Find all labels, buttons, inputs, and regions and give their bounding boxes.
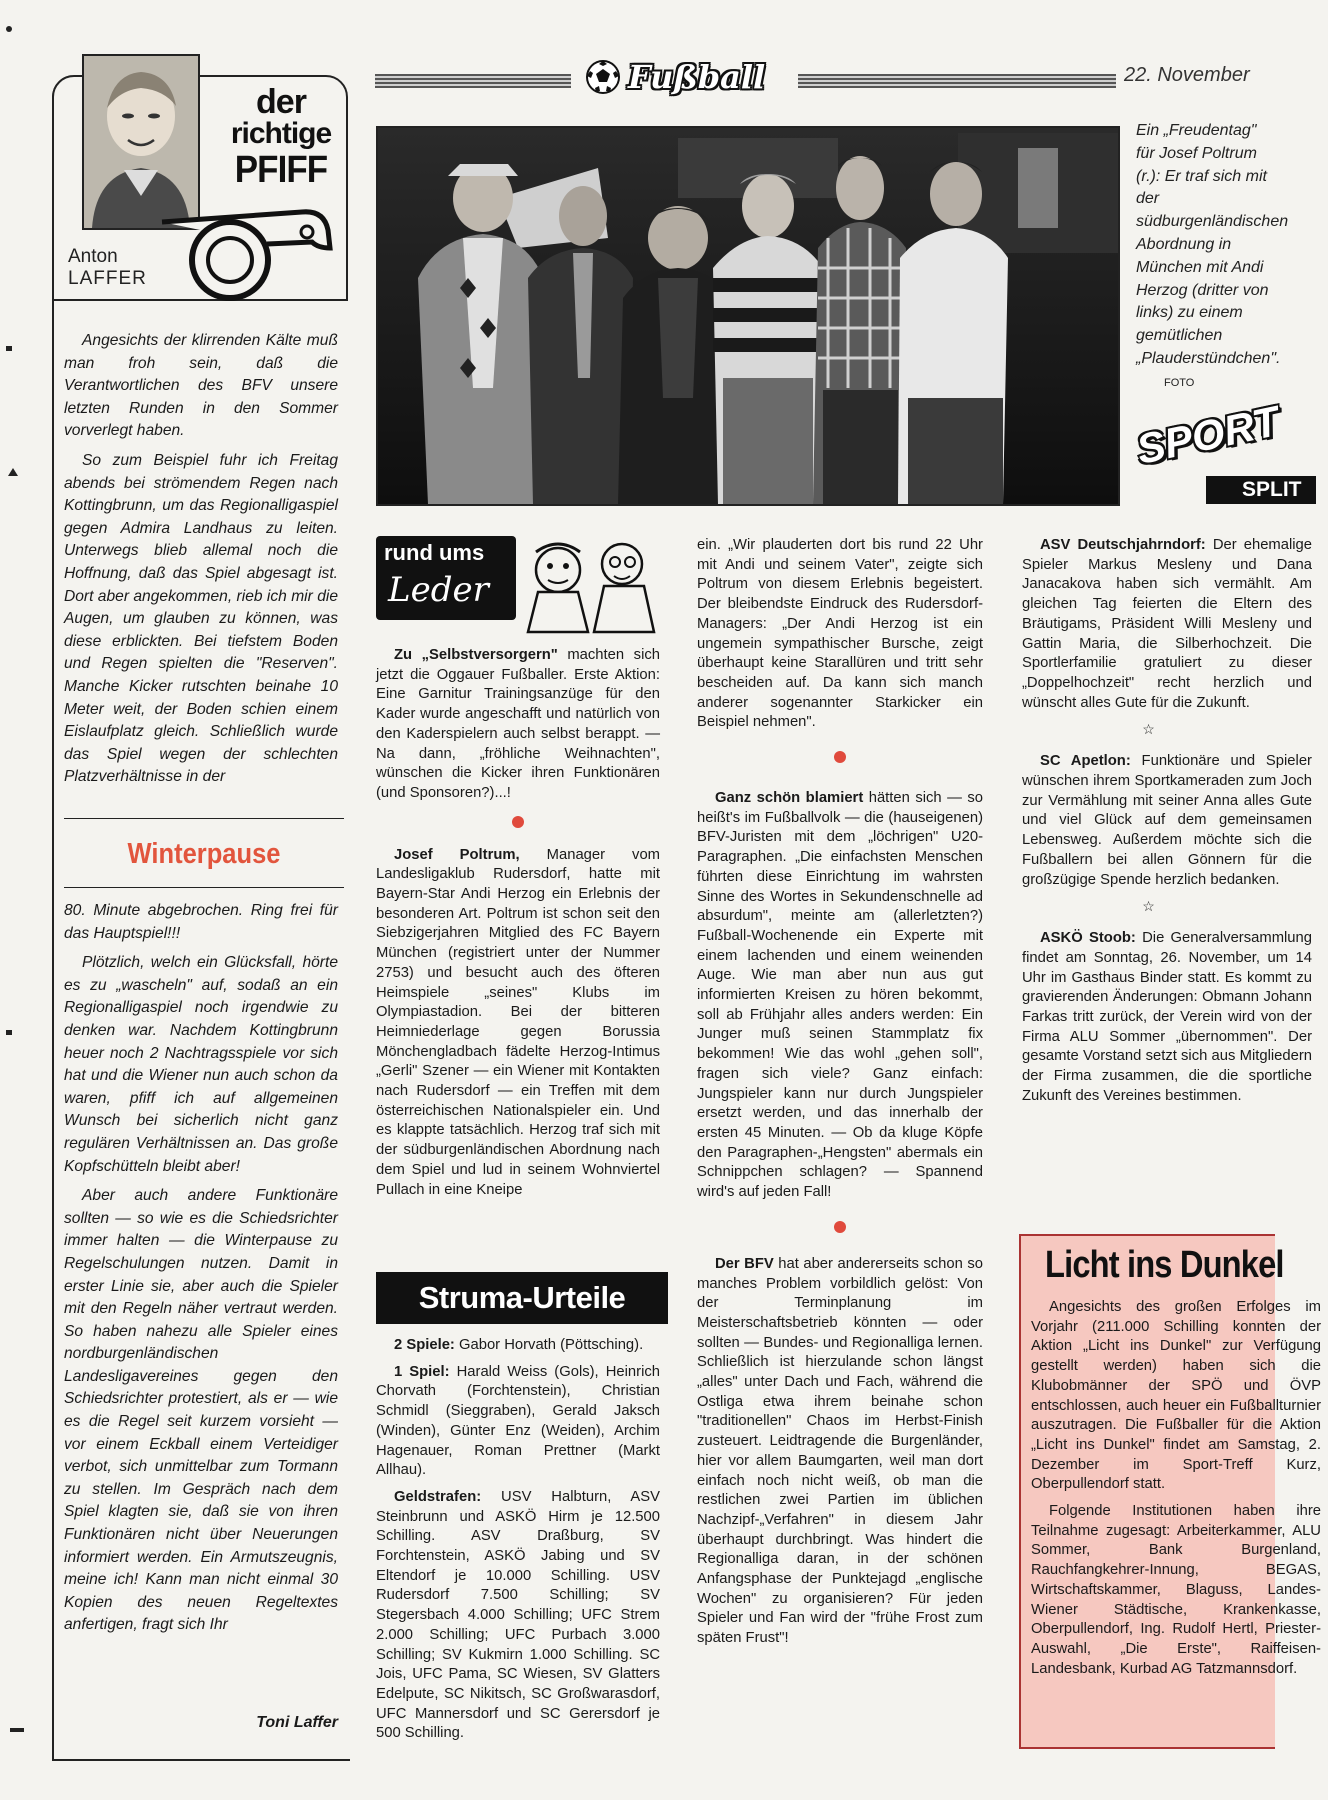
whistle-icon <box>152 192 342 302</box>
struma-paragraph: 2 Spiele: Gabor Horvath (Pöttsching). <box>394 1337 644 1353</box>
column-paragraph: Angesichts der klirrenden Kälte muß man froh sein, daß die Verantwortlichen des BFV unsere letzten Runden in den Sommer vorverlegt haben. <box>64 332 338 440</box>
photo-caption: Ein „Freudentag" für Josef Poltrum (r.): Er traf sich mit der südburgenländischen Abordnung in München mit Andi Herzog (dritter von links) zu einem gemütlichen „Plauderstündchen". FOTO <box>1136 122 1289 389</box>
football-icon <box>585 59 621 95</box>
article-paragraph: Josef Poltrum, Manager vom Landesligaklub Rudersdorf, hatte mit Bayern-Star Andi Herzog ein Erlebnis der besonderen Art. Poltrum ist schon seit den Siebzigerjahren Mitglied des FC Bayern München (registriert unter der Nummer 2753) und besucht auch des öfteren Heimspiele „seines" Klubs im Olympiastadion. Bei der bitteren Heimniederlage gegen Borussia Mönchengladbach fädelte Herzog-Intimus „Gerli" Szener — ein Wiener mit Kontakten nach Rudersdorf — ein Treffen mit dem österreichischen Nationalspieler ein. Und es klappte tatsächlich. Herzog traf sich mit der südburgenländischen Abordnung nach dem Spiel und lud in seinem Wohnviertel Pullach in eine Kneipe <box>376 846 661 1198</box>
split-paragraph: ASV Deutschjahrndorf: Der ehemalige Spieler Markus Mesleny und Dana Janacakova haben sich vermählt. Am gleichen Tag feierten die Eltern des Bräutigams, Präsident Willi Mesleny und Gattin Maria, die Silberhochzeit. Die Sportlerfamilie gratuliert zu dieser „Doppelhochzeit" recht herzlich und wünscht alles Gute für die Zukunft. <box>1022 537 1313 711</box>
scan-mark <box>10 1728 24 1732</box>
struma-paragraph: Geldstrafen: USV Halbturn, ASV Steinbrunn und ASKÖ Hirm je 12.500 Schilling. ASV Draßburg, SV Forchtenstein, ASKÖ Jabing und SV Eltendorf je 10.000 Schilling. USV Rudersdorf 7.500 Schilling; SV Stegersbach 4.000 Schilling; UFC Strem 2.000 Schilling; UFC Purbach 3.000 Schilling; SV Kukmirn 1.000 Schilling. SC Jois, UFC Pama, SC Wiesen, SV Glatters Edelpute, SC Nikitsch, SC Großwarasdorf, UFC Mannersdorf und SC Gerersdorf je 500 Schilling. <box>376 1488 660 1742</box>
licht-title: Licht ins Dunkel <box>1045 1244 1284 1286</box>
header-rule-left <box>375 74 571 88</box>
article-paragraph: Zu „Selbstversorgern" machten sich jetzt die Oggauer Fußballer. Erste Aktion: Eine Garnitur Trainingsanzüge für den Kader wurde angeschafft und natürlich von den Kaderspielern auch selbst berappt. — Na dann, „fröhliche Weihnachten", wünschen die Kicker ihren Funktionären (und Sponsoren?)...! <box>376 647 660 801</box>
split-paragraph: SC Apetlon: Funktionäre und Spieler wünschen ihrem Sportkameraden zum Joch zur Vermählung mit seiner Anna alles Gute und viel Glück auf dem gemeinsamen Lebensweg. Außerdem möchte sich die Fußballern bei allen Gönnern für die großzügige Spende herzlich bedanken. <box>1022 753 1312 888</box>
scan-mark <box>6 26 12 32</box>
section-title: Fußball <box>628 58 766 96</box>
article-paragraph: Der BFV hat aber andererseits schon so manches Problem vorbildlich gelöst: Von der Terminplanung im Meisterschaftsbetrieb könnten — oder sollten — Bundes- und Regionalliga lernen. Schließlich ist hierzulande schon längst „alles" unter Dach und Fach, während die Ostliga etwa ihrem beinahe schon "traditionellen" Chaos im Herbst-Finish zusteuert. Leidtragende die Burgenländer, hier vor allem Baumgarten, weil man dort einfach noch nicht weiß, ob man die restlichen zwei Partien im üblichen Nachzipf-„Verfahren" in diesem Jahr überhaupt durchbringt. Was hindert die Regionalliga daran, in der schönen Anfangsphase der Punktejagd „englische Wochen" zu organisieren? Für jeden Spieler und Fan wird der "frühe Frost zum späten Frust"! <box>697 1255 984 1647</box>
label-logo: rund ums Leder <box>376 536 662 632</box>
bullet-separator <box>834 751 846 763</box>
scan-mark <box>6 346 12 351</box>
column-title: der richtige PFIFF <box>230 83 332 191</box>
headline-rule-top <box>64 818 344 819</box>
licht-paragraph: Angesichts des großen Erfolges im Vorjahr (211.000 Schilling konnten der Aktion „Licht ins Dunkel" zur Verfügung gestellt werden) haben sich die Klubobmänner der SPÖ und ÖVP entschlossen, auch heuer ein Fußballturnier auszutragen. Die Fußballer für die Aktion „Licht ins Dunkel" findet am Samstag, 2. Dezember im Sport-Treff Kurz, Oberpullendorf statt. <box>1031 1299 1321 1493</box>
column-headline: Winterpause <box>127 838 281 870</box>
split-paragraph: ASKÖ Stoob: Die Generalversammlung findet am Sonntag, 26. November, um 14 Uhr im Gasthaus Binder statt. Es kommt zu gravierenden Änderungen: Obmann Johann Farkas tritt zurück, der Verein wird von der Firma ALU Sommer „übernommen". Der gesamte Vorstand setzt sich aus Mitgliedern der Firma zusammen, die die sportliche Zukunft des Vereines bestimmen. <box>1022 930 1312 1104</box>
header-date: 22. November <box>1124 64 1250 86</box>
author-name: Anton LAFFER <box>68 246 147 289</box>
team-photo <box>376 126 1120 506</box>
struma-title: Struma-Urteile <box>376 1272 668 1324</box>
licht-box <box>1019 1234 1321 1749</box>
star-separator: ☆ <box>1142 898 1155 915</box>
struma-paragraph: 1 Spiel: Harald Weiss (Gols), Heinrich Chorvath (Forchtenstein), Christian Schmidl (Sieggraben), Gerald Jaksch (Winden), Günter Enz (Weiden), Archim Hagenauer, Roman Prettner (Markt Allhau). <box>376 1363 660 1479</box>
headline-rule-bottom <box>64 887 344 888</box>
mid-col2-text <box>697 536 983 1656</box>
column-paragraph: Plötzlich, welch ein Glücksfall, hörte es zu „wascheln" auf, sodaß an ein Regionalligaspiel noch irgendwie zu denken war. Nachdem Kottingbrunn heuer noch 2 Nachtragsspiele vor sich hat und die Wiener nun auch schon da waren, pfiff ich auf allgemeinen Wunsch bei sicherlich nicht ganz regulären Verhältnissen an. Das große Kopfschütteln bleibt aber! <box>64 954 338 1175</box>
licht-paragraph: Folgende Institutionen haben ihre Teilnahme zugesagt: Arbeiterkammer, ALU Sommer, Bank Burgenland, Rauchfangkehrer-Innung, BEGAS, Wirtschaftskammer, Blaguss, Landes-Wiener Städtische, Krankenkasse, Oberpullendorf, Ing. Rudolf Hertl, Priester-Auswahl, „Die Erste", Raiffeisen-Landesbank, Kurbad AG Tatzmannsdorf. <box>1031 1503 1321 1677</box>
struma-text <box>376 1336 660 1751</box>
star-separator: ☆ <box>1142 721 1155 738</box>
article-paragraph: ein. „Wir plauderten dort bis rund 22 Uhr mit Andi und seinem Vater", zeigte sich Poltrum von diesem Erlebnis begeistert. Der bleibendste Eindruck des Rudersdorf-Managers: „Der Andi Herzog ist ein ungemein sympathischer Bursche, zeigt überhaupt keine Starallüren und tritt sehr bescheiden auf. Da kann sich manch anderer sogenannter Starkicker ein Beispiel nehmen". <box>697 537 983 731</box>
article-paragraph: Ganz schön blamiert hätten sich — so heißt's im Fußballvolk — die (hauseigenen) BFV-Juristen mit dem „löchrigen" U20-Paragraphen. „Die einfachsten Menschen führten diese Einrichtung im wahrsten Sinne des Wortes in Sekundenschnelle ad absurdum", meinte am (allerletzten?) Fußball-Wochenende ein Experte mit einem lachenden und einem weinenden Auge. Wie man aber nun aus gut informierten Kreisen zu hören bekommt, soll ab Frühjahr alles anders werden: Ein Junger muß seinen Stammplatz fix bekommen! Wie das wohl „gehen soll", fragen sich viele? Ganz einfach: Jungspieler kann nur durch Jungspieler ersetzt werden, und das innerhalb der ersten 45 Minuten. — Ob da kluge Köpfe den Paragraphen-„Hengsten" abermals ein Schnippchen schlagen? — Spannend wird's auf jeden Fall! <box>697 790 983 1201</box>
header-rule-right <box>798 74 1116 88</box>
column-paragraph: So zum Beispiel fuhr ich Freitag abends bei strömendem Regen nach Kottingbrunn, um das Regionalligaspiel gegen Admira Landhaus zu leiten. Unterwegs blieb allemal noch die Hoffnung, daß das Spiel abgesagt ist. Dort aber angekommen, rieb ich mir die Augen, um glauben zu können, was diese erblickten. Bei tiefstem Boden und Regen spielten die "Reserven". Manche Kicker rutschten beinahe 10 Meter weit, der Boden schien einem Eislaufplatz gleich. Schließlich wurde das Spiel wegen der schlechten Platzverhältnisse in der <box>64 451 338 786</box>
column-text-bottom <box>64 900 338 1644</box>
bullet-separator <box>512 816 524 828</box>
column-signature: Toni Laffer <box>256 1714 338 1731</box>
bullet-separator <box>834 1221 846 1233</box>
split-text <box>1022 536 1313 1226</box>
column-paragraph: 80. Minute abgebrochen. Ring frei für das Hauptspiel!!! <box>64 902 338 942</box>
scan-mark <box>8 468 18 476</box>
scan-mark <box>6 1030 12 1035</box>
sport-split-logo: SPORT SPLIT <box>1136 428 1275 508</box>
column-text-top <box>64 330 338 796</box>
mid-col1-text <box>376 646 660 1207</box>
column-paragraph: Aber auch andere Funktionäre sollten — so wie es die Schiedsrichter immer halten — die Winterpause zu Regelschulungen nutzen. Damit in erster Linie sie, aber auch die Spieler mit den Regeln näher vertraut werden. So haben nahezu alle Spieler eines nordburgenländischen Landesligavereines gegen den Schiedsrichter protestiert, als er — wie es die Regel seit kurzem vorsieht — vor einem Eckball einem Verteidiger verbot, sich unmittelbar zum Tormann zu stellen. Im Gespräch nach dem Spiel klagten sie, daß sie von ihren Funktionären nicht über Neuerungen informiert werden. Ein Armutszeugnis, meine ich! Kann man nicht einmal 30 Kopien des neuen Regeltextes anfertigen, fragt sich Ihr <box>64 1187 338 1634</box>
